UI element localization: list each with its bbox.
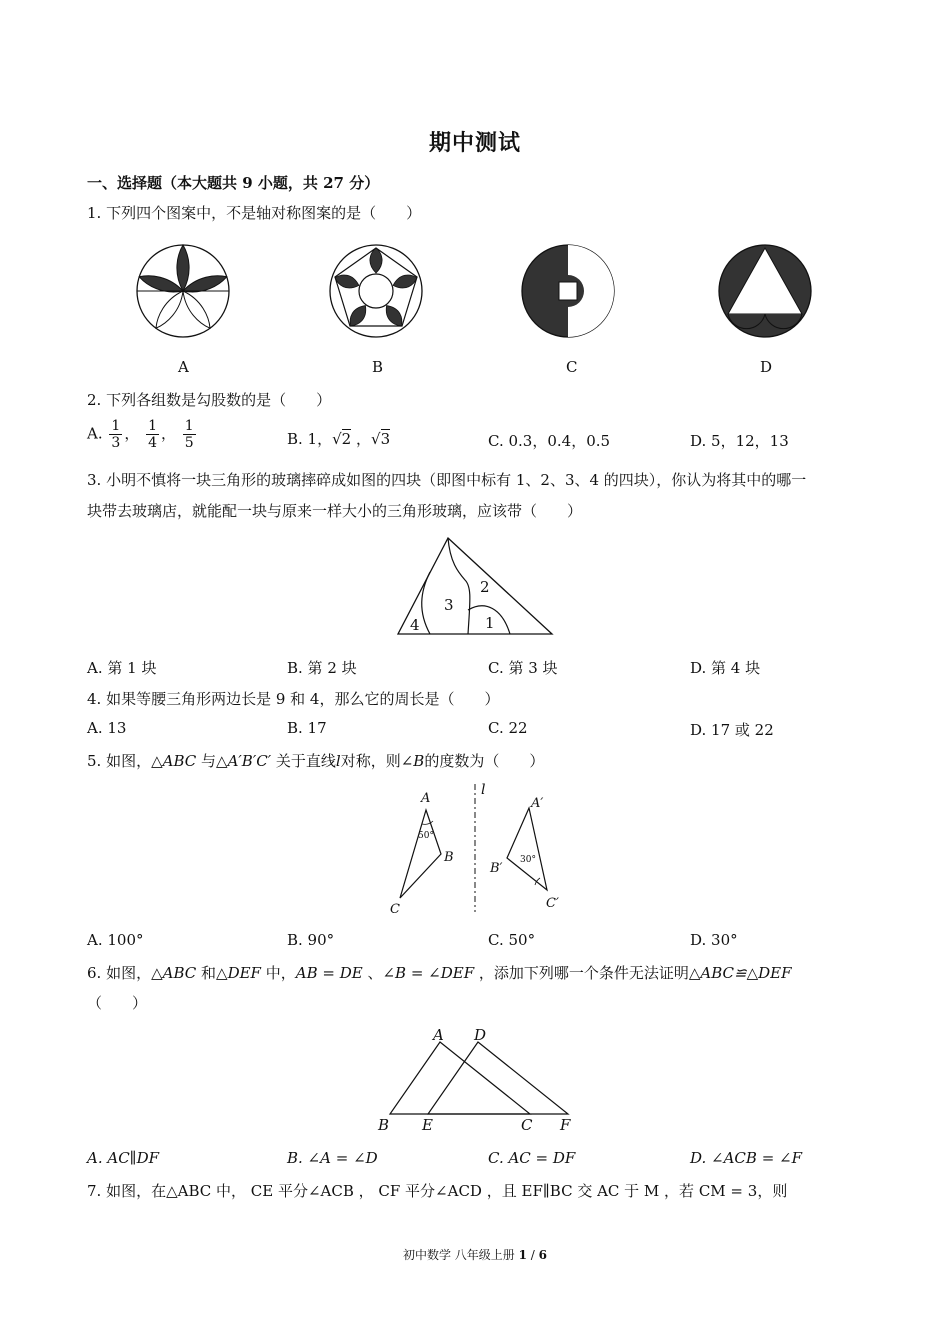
page-total: 6 [538,1248,548,1262]
q6-option-d: D. ∠ACB = ∠F [690,1149,803,1167]
q7-stem: 7. 如图，在△ABC 中， CE 平分∠ACB ， CF 平分∠ACD ，且 EF∥BC 交 AC 于 M ，若 CM = 3，则 [87,1182,788,1200]
q2-frac-1: $\frac{1}{3}$ [111,418,121,451]
q2-stem: 2. 下列各组数是勾股数的是（ ） [87,391,332,409]
page-number: 1 [518,1248,527,1262]
q3-stem-line1: 3. 小明不慎将一块三角形的玻璃摔碎成如图的四块（即图中标有 1、2、3、4 的四块），你认为将其中的哪一 [87,471,807,489]
q3-option-c: C. 第 3 块 [488,659,558,677]
q3-piece-4: 4 [410,616,420,634]
q5-option-a: A. 100° [87,931,144,949]
q1-label-d: D [760,358,773,376]
q6-label-a: A [433,1026,444,1044]
q6-option-c: C. AC = DF [488,1149,576,1167]
q6-label-e: E [422,1116,433,1134]
sqrt-icon: √ [371,430,381,448]
q2-option-a: A. $\frac{1}{3}$ ， $\frac{1}{4}$ ， $\frac{1}{5}$ [87,418,194,451]
q6-stem-line1: 6. 如图，△ABC 和△DEF 中，AB = DE 、∠B = ∠DEF ，添加下列哪一个条件无法证明△ABC≌△DEF [87,964,792,982]
q1-figure-d [712,240,822,345]
q5-label-c-prime: C′ [546,896,559,911]
q6-label-d: D [474,1026,487,1044]
q5-option-c: C. 50° [488,931,536,949]
q6-label-b: B [378,1116,390,1134]
q1-figure-a [130,240,240,345]
q5-label-a-prime: A′ [531,796,544,811]
q3-option-d: D. 第 4 块 [690,659,761,677]
page-title: 期中测试 [428,131,521,156]
q1-label-a: A [178,358,189,376]
q6-option-a: A. AC∥DF [87,1149,160,1167]
q5-stem: 5. 如图，△ABC 与△A′B′C′ 关于直线l对称，则∠B的度数为（ ） [87,752,545,770]
q4-option-b: B. 17 [287,719,327,737]
q3-piece-2: 2 [480,578,490,596]
q4-option-d: D. 17 或 22 [690,721,774,739]
q3-option-b: B. 第 2 块 [287,659,357,677]
q5-label-c: C [390,902,400,917]
q2-frac-2: $\frac{1}{4}$ [148,418,158,451]
q2-option-c: C. 0.3，0.4，0.5 [488,432,611,450]
q3-piece-3: 3 [444,596,454,614]
q2-frac-3: $\frac{1}{5}$ [184,418,194,451]
q3-stem-line2: 块带去玻璃店，就能配一块与原来一样大小的三角形玻璃，应该带（ ） [87,502,583,520]
q1-figure-c [518,240,628,345]
q5-label-b-prime: B′ [490,861,503,876]
q5-option-b: B. 90° [287,931,335,949]
q5-angle-30: 30° [520,855,536,865]
q5-label-l: l [481,782,486,798]
q4-option-a: A. 13 [87,719,127,737]
q1-label-c: C [566,358,578,376]
q6-label-f: F [560,1116,571,1134]
q1-figure-b [326,240,436,345]
q4-stem: 4. 如果等腰三角形两边长是 9 和 4，那么它的周长是（ ） [87,690,500,708]
q1-stem: 1. 下列四个图案中，不是轴对称图案的是（ ） [87,204,422,222]
q5-option-d: D. 30° [690,931,738,949]
q3-piece-1: 1 [485,614,495,632]
q2-option-b: B. 1，√2 ，√3 [287,430,391,448]
sqrt-icon: √ [332,430,342,448]
q3-option-a: A. 第 1 块 [87,659,157,677]
q2-option-d: D. 5，12，13 [690,432,789,450]
page-footer: 初中数学 八年级上册 1 / 6 [402,1248,548,1262]
q4-option-c: C. 22 [488,719,528,737]
q2-a-prefix: A. [87,424,103,443]
q5-label-b: B [444,850,454,865]
section-heading: 一、选择题（本大题共 9 小题，共 27 分） [87,174,380,192]
q6-stem-line2: （ ） [87,994,148,1012]
q6-label-c: C [521,1116,533,1134]
q6-option-b: B. ∠A = ∠D [287,1149,378,1167]
q1-label-b: B [372,358,384,376]
q5-label-a: A [421,791,431,806]
q5-angle-50: 50° [418,831,434,841]
